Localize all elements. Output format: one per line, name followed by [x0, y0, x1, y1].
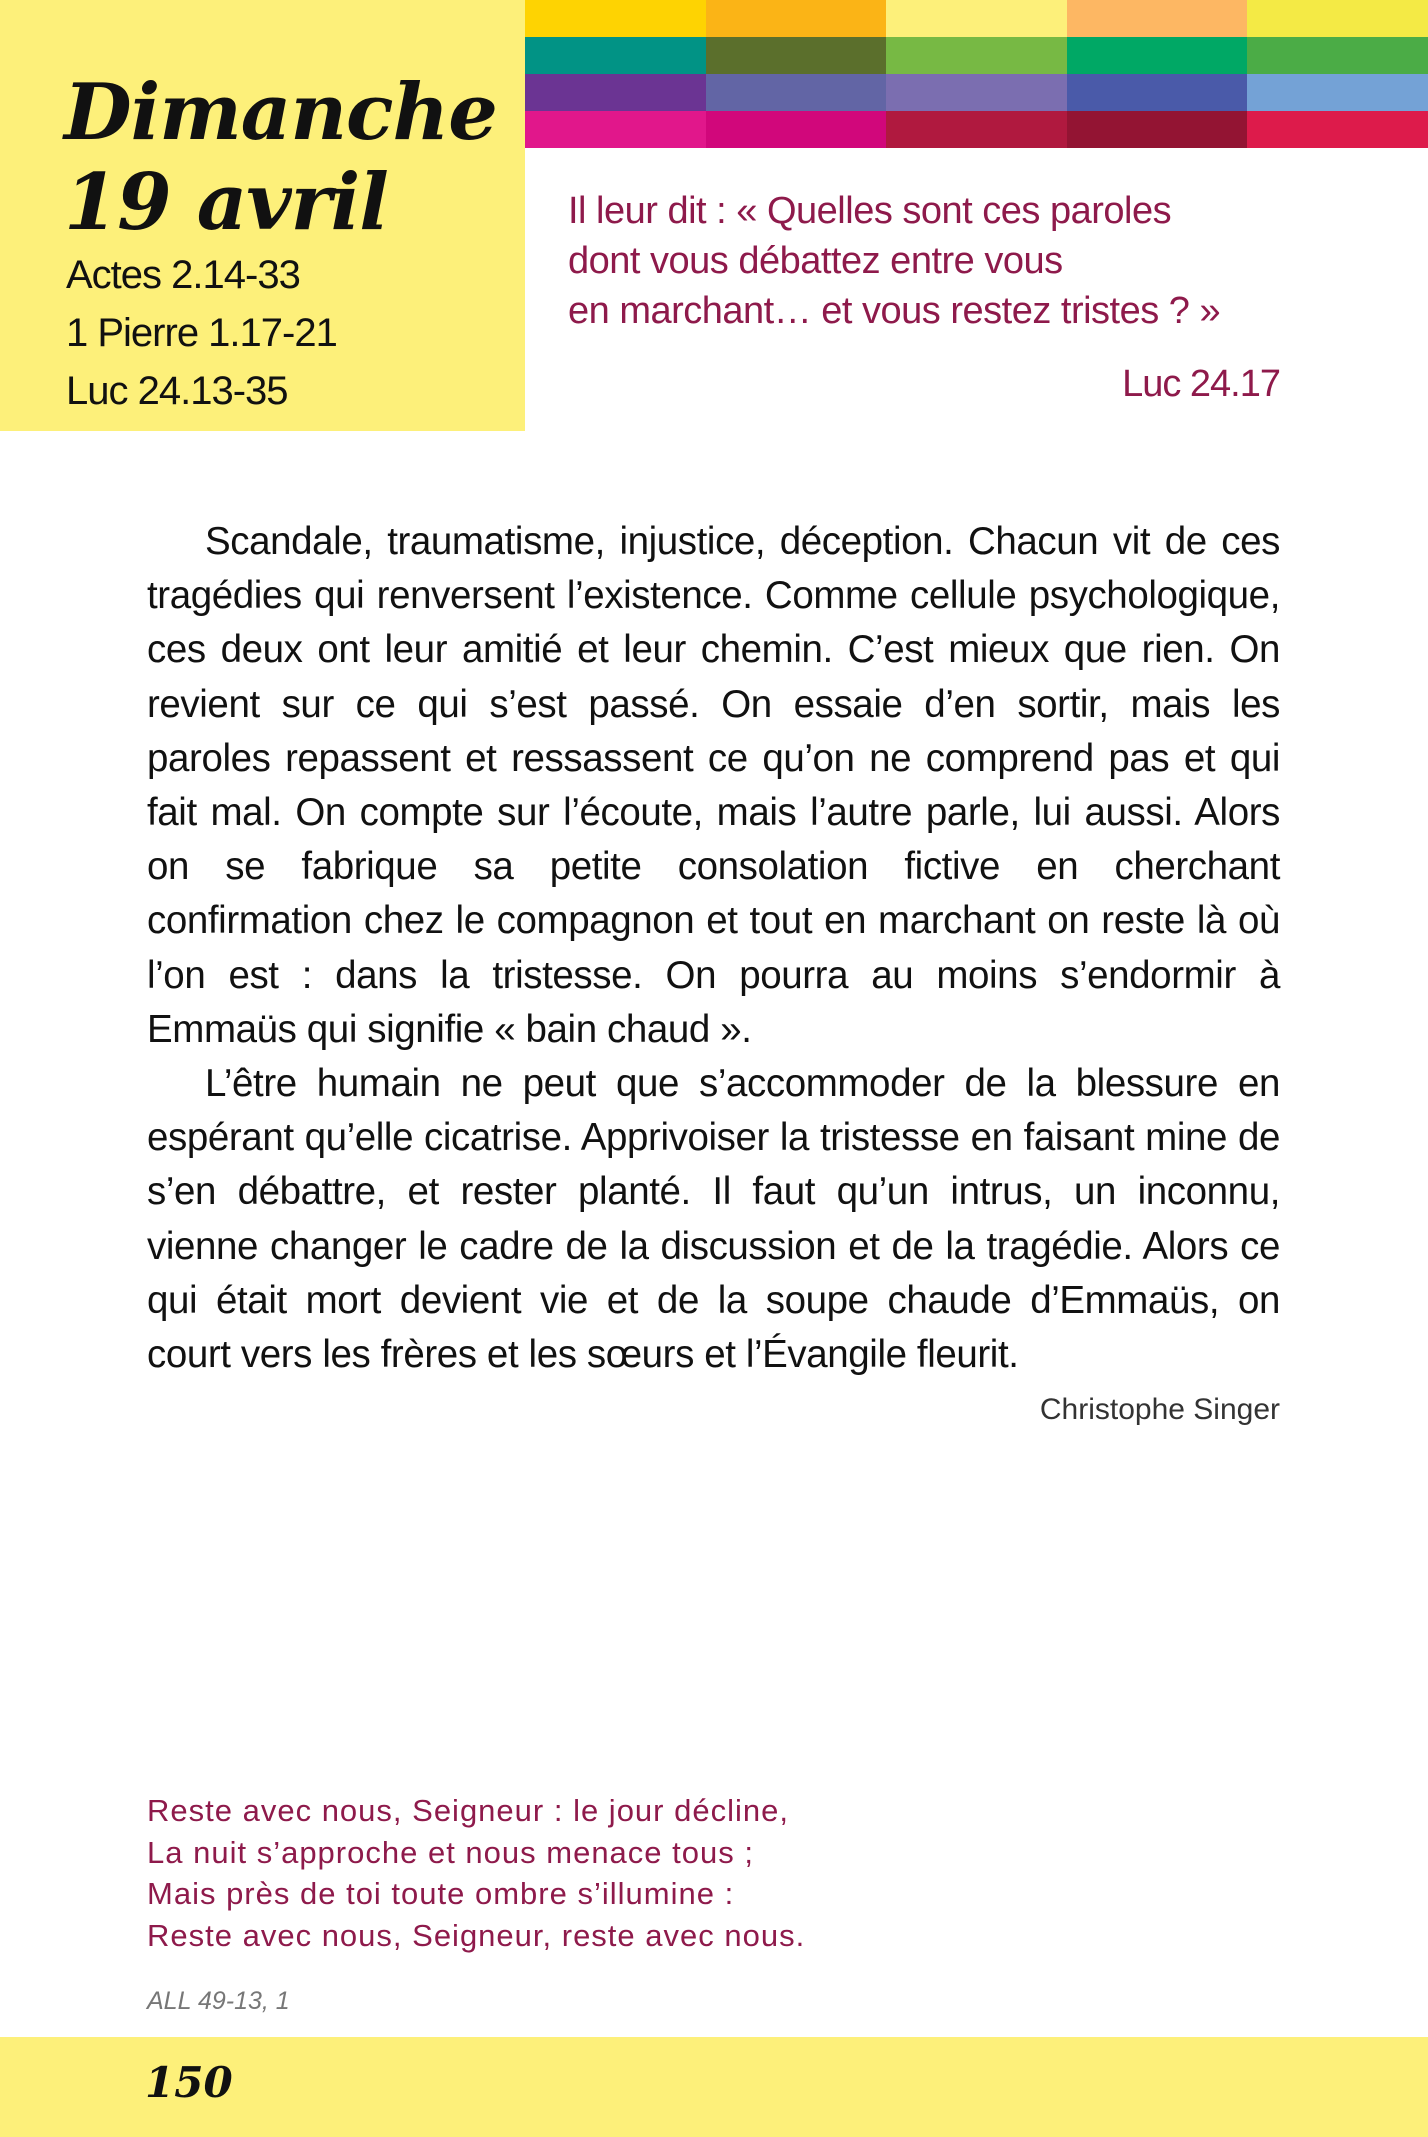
prayer-line: Reste avec nous, Seigneur, reste avec nous.	[147, 1917, 806, 1953]
color-swatch	[886, 74, 1067, 111]
meditation-paragraph: L’être humain ne peut que s’accommoder de la blessure en espérant qu’elle cicatrise. Apprivoiser la tristesse en faisant mine de s’en débattre, et rester planté. Il faut qu’un intrus, un inconnu, vienne changer le cadre de la discussion et de la tragédie. Alors ce qui était mort devient vie et de la soupe chaude d’Emmaüs, on court vers les frères et les sœurs et l’Évangile fleurit.	[147, 1062, 1280, 1377]
color-swatch	[1247, 0, 1428, 37]
color-swatch	[1067, 0, 1248, 37]
color-swatch	[706, 37, 887, 74]
reading-reference: Actes 2.14-33	[66, 253, 300, 297]
reading-reference: Luc 24.13-35	[66, 369, 288, 413]
day-title	[64, 68, 497, 248]
color-swatch	[525, 111, 706, 148]
prayer-verse	[147, 1790, 805, 1956]
day-name: Dimanche	[64, 67, 497, 158]
prayer-line: Reste avec nous, Seigneur : le jour décline,	[147, 1793, 789, 1828]
color-swatch	[1247, 74, 1428, 111]
reading-reference: 1 Pierre 1.17-21	[66, 311, 337, 355]
verse-line: Il leur dit : « Quelles sont ces paroles	[568, 190, 1172, 232]
verse-line: en marchant… et vous restez tristes ? »	[568, 290, 1221, 332]
color-swatch	[525, 37, 706, 74]
verse-reference: Luc 24.17	[1122, 363, 1280, 405]
prayer-line: Mais près de toi toute ombre s’illumine :	[147, 1876, 735, 1911]
readings-list	[66, 246, 337, 420]
color-swatch	[706, 0, 887, 37]
day-date: 19 avril	[64, 157, 388, 248]
color-swatch	[525, 0, 706, 37]
prayer-line: La nuit s’approche et nous menace tous ;	[147, 1834, 754, 1870]
verse-quote	[568, 186, 1288, 336]
color-swatch	[525, 74, 706, 111]
meditation-text	[147, 515, 1280, 1382]
color-swatch	[706, 111, 887, 148]
hymn-reference: ALL 49-13, 1	[147, 1987, 290, 2015]
verse-line: dont vous débattez entre vous	[568, 240, 1063, 282]
color-swatch	[886, 111, 1067, 148]
color-palette-band	[525, 0, 1428, 148]
meditation-paragraph: Scandale, traumatisme, injustice, déception. Chacun vit de ces tragédies qui renversent l’existence. Comme cellule psychologique, ces deux ont leur amitié et leur chemin. C’est mieux que rien. On revient sur ce qui s’est passé. On essaie d’en sortir, mais les paroles repassent et ressassent ce qu’on ne comprend pas et qui fait mal. On compte sur l’écoute, mais l’autre parle, lui aussi. Alors on se fabrique sa petite consolation fictive en cherchant confirmation chez le compagnon et tout en marchant on reste là où l’on est : dans la tristesse. On pourra au moins s’endormir à Emmaüs qui signifie « bain chaud ».	[147, 520, 1280, 1051]
color-swatch	[1067, 37, 1248, 74]
color-swatch	[1067, 111, 1248, 148]
color-swatch	[1247, 37, 1428, 74]
color-swatch	[886, 37, 1067, 74]
author-name: Christophe Singer	[1039, 1393, 1280, 1426]
page-number: 150	[145, 2058, 233, 2107]
color-swatch	[1247, 111, 1428, 148]
color-swatch	[1067, 74, 1248, 111]
date-header-box	[0, 0, 525, 431]
color-swatch	[886, 0, 1067, 37]
color-swatch	[706, 74, 887, 111]
